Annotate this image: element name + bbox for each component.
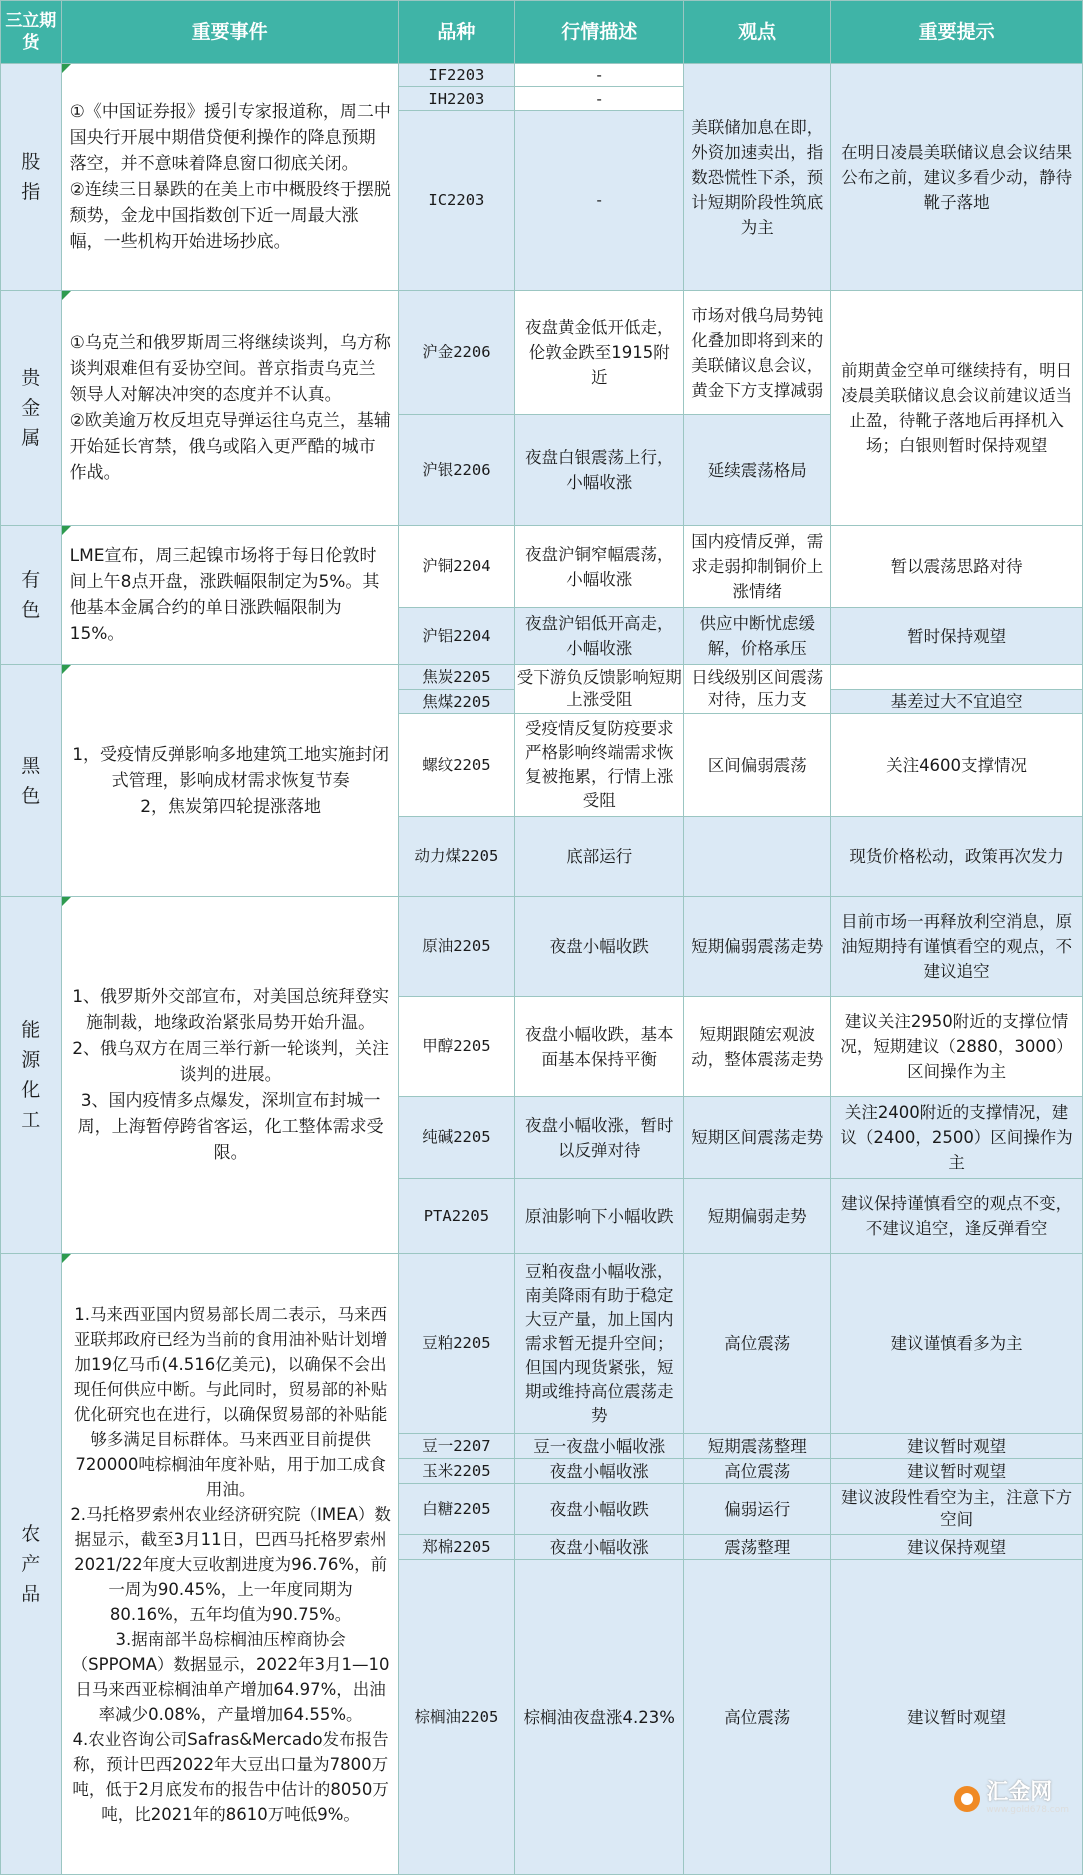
events-agri: 1.马来西亚国内贸易部长周二表示，马来西亚联邦政府已经为当前的食用油补贴计划增加19亿马币(4.516亿美元)，以确保不会出现任何供应中断。与此同时，贸易部的补贴优化研究也在进行，以确保贸易部的补贴能够多满足目标群体。马来西亚目前提供720000吨棕榈油年度补贴，用于加工成食用油。 2.马托格罗索州农业经济研究院（IMEA）数据显示，截至3月11日，巴西马托格罗索州2021/22年度大豆收割进度为96.76%，前一周为90.45%，上一年度同期为80.16%，五年均值为90.75%。 3.据南部半岛棕榈油压榨商协会（SPPOMA）数据显示，2022年3月1—10日马来西亚棕榈油单产增加64.97%，出油率减少0.08%，产量增加64.55%。 4.农业咨询公司Safras&Mercado发布报告称，预计巴西2022年大豆出口量为7800万吨，低于2月底发布的报告中估计的8050万吨，比2021年的8610万吨低9%。 [61, 1254, 398, 1875]
category-agri: 农产品 [1, 1254, 62, 1875]
table-row [1, 291, 1083, 415]
product-cell: 玉米2205 [398, 1459, 515, 1484]
header-row [1, 1, 1083, 64]
product-cell: 白糖2205 [398, 1484, 515, 1535]
category-precious: 贵金属 [1, 291, 62, 526]
desc-cell: 夜盘小幅收跌 [515, 897, 684, 997]
desc-cell: 底部运行 [515, 817, 684, 897]
events-black: 1，受疫情反弹影响多地建筑工地实施封闭式管理，影响成材需求恢复节奏 2，焦炭第四轮提涨落地 [61, 665, 398, 897]
tip-cell: 基差过大不宜追空 [831, 690, 1083, 714]
view-cell: 高位震荡 [684, 1459, 831, 1484]
view-cell: 高位震荡 [684, 1254, 831, 1434]
product-cell: 螺纹2205 [398, 714, 515, 817]
table-row [1, 1254, 1083, 1434]
view-cell: 短期震荡整理 [684, 1434, 831, 1459]
view-cell: 国内疫情反弹，需求走弱抑制铜价上涨情绪 [684, 526, 831, 608]
tip-cell: 建议关注2950附近的支撑位情况，短期建议（2880，3000）区间操作为主 [831, 997, 1083, 1097]
product-cell: 焦煤2205 [398, 690, 515, 714]
product-cell: IH2203 [398, 87, 515, 111]
events-stock: ①《中国证券报》援引专家报道称，周二中国央行开展中期借贷便利操作的降息预期落空，并不意味着降息窗口彻底关闭。 ②连续三日暴跌的在美上市中概股终于摆脱颓势，金龙中国指数创下近一周最大涨幅，一些机构开始进场抄底。 [61, 64, 398, 291]
desc-cell: 夜盘沪铜窄幅震荡，小幅收涨 [515, 526, 684, 608]
view-cell: 短期区间震荡走势 [684, 1097, 831, 1179]
tip-cell: 建议保持谨慎看空的观点不变，不建议追空，逢反弹看空 [831, 1179, 1083, 1254]
header-view: 观点 [684, 1, 831, 64]
tip-cell: 建议波段性看空为主，注意下方空间 [831, 1484, 1083, 1535]
header-brand: 三立期货 [1, 1, 62, 64]
watermark-url: www.gold678.com [986, 1805, 1069, 1815]
tip-cell: 关注4600支撑情况 [831, 714, 1083, 817]
desc-cell: 夜盘沪铝低开高走，小幅收涨 [515, 608, 684, 665]
view-stock: 美联储加息在即，外资加速卖出，指数恐慌性下杀，预计短期阶段性筑底为主 [684, 64, 831, 291]
view-cell: 高位震荡 [684, 1560, 831, 1875]
tip-cell: 建议保持观望 [831, 1535, 1083, 1560]
desc-cell: 夜盘小幅收涨 [515, 1535, 684, 1560]
desc-cell: 夜盘小幅收涨 [515, 1459, 684, 1484]
desc-cell: 原油影响下小幅收跌 [515, 1179, 684, 1254]
tip-cell: 建议暂时观望 [831, 1459, 1083, 1484]
tip-cell: 暂时保持观望 [831, 608, 1083, 665]
view-cell: 区间偏弱震荡 [684, 714, 831, 817]
category-stock: 股指 [1, 64, 62, 291]
view-cell: 延续震荡格局 [684, 415, 831, 526]
product-cell: 豆粕2205 [398, 1254, 515, 1434]
view-cell: 供应中断忧虑缓解，价格承压 [684, 608, 831, 665]
watermark-name: 汇金网 [986, 1780, 1053, 1805]
view-cell: 日线级别区间震荡对待，压力支 [684, 665, 831, 714]
tip-cell: 建议暂时观望 [831, 1434, 1083, 1459]
table-row [1, 665, 1083, 690]
tip-cell: 暂以震荡思路对待 [831, 526, 1083, 608]
table-row [1, 64, 1083, 87]
product-cell: 甲醇2205 [398, 997, 515, 1097]
tip-cell: 目前市场一再释放利空消息，原油短期持有谨慎看空的观点，不建议追空 [831, 897, 1083, 997]
tip-cell: 建议谨慎看多为主 [831, 1254, 1083, 1434]
tip-stock: 在明日凌晨美联储议息会议结果公布之前，建议多看少动，静待靴子落地 [831, 64, 1083, 291]
header-events: 重要事件 [61, 1, 398, 64]
desc-cell: - [515, 87, 684, 111]
view-cell: 短期跟随宏观波动，整体震荡走势 [684, 997, 831, 1097]
desc-cell: 夜盘小幅收跌 [515, 1484, 684, 1535]
tip-precious: 前期黄金空单可继续持有，明日凌晨美联储议息会议前建议适当止盈，待靴子落地后再择机入场；白银则暂时保持观望 [831, 291, 1083, 526]
view-cell: 市场对俄乌局势钝化叠加即将到来的美联储议息会议，黄金下方支撑减弱 [684, 291, 831, 415]
product-cell: 焦炭2205 [398, 665, 515, 690]
view-cell: 短期偏弱走势 [684, 1179, 831, 1254]
view-cell: 震荡整理 [684, 1535, 831, 1560]
table-row [1, 526, 1083, 608]
product-cell: 棕榈油2205 [398, 1560, 515, 1875]
desc-cell: - [515, 111, 684, 291]
view-cell: 偏弱运行 [684, 1484, 831, 1535]
category-nonferrous: 有色 [1, 526, 62, 665]
product-cell: 沪银2206 [398, 415, 515, 526]
tip-cell [831, 665, 1083, 690]
tip-cell: 关注2400附近的支撑情况，建议（2400，2500）区间操作为主 [831, 1097, 1083, 1179]
product-cell: 沪铝2204 [398, 608, 515, 665]
events-nonferrous: LME宣布，周三起镍市场将于每日伦敦时间上午8点开盘，涨跌幅限制定为5%。其他基本金属合约的单日涨跌幅限制为15%。 [61, 526, 398, 665]
desc-cell: 夜盘黄金低开低走，伦敦金跌至1915附近 [515, 291, 684, 415]
product-cell: IC2203 [398, 111, 515, 291]
desc-cell: 夜盘白银震荡上行，小幅收涨 [515, 415, 684, 526]
product-cell: 豆一2207 [398, 1434, 515, 1459]
product-cell: 原油2205 [398, 897, 515, 997]
product-cell: 纯碱2205 [398, 1097, 515, 1179]
view-cell: 短期偏弱震荡走势 [684, 897, 831, 997]
header-tips: 重要提示 [831, 1, 1083, 64]
product-cell: IF2203 [398, 64, 515, 87]
events-energy: 1、俄罗斯外交部宣布，对美国总统拜登实施制裁，地缘政治紧张局势开始升温。 2、俄乌双方在周三举行新一轮谈判，关注谈判的进展。 3、国内疫情多点爆发，深圳宣布封城一周，上海暂停跨省客运，化工整体需求受限。 [61, 897, 398, 1254]
tip-cell: 建议暂时观望 [831, 1560, 1083, 1875]
desc-cell: 夜盘小幅收涨，暂时以反弹对待 [515, 1097, 684, 1179]
watermark [954, 1782, 1069, 1815]
events-precious: ①乌克兰和俄罗斯周三将继续谈判，乌方称谈判艰难但有妥协空间。普京指责乌克兰领导人对解决冲突的态度并不认真。 ②欧美逾万枚反坦克导弹运往乌克兰，基辅开始延长宵禁，俄乌或陷入更严酷的城市作战。 [61, 291, 398, 526]
header-description: 行情描述 [515, 1, 684, 64]
table-row [1, 897, 1083, 997]
view-cell [684, 817, 831, 897]
product-cell: 沪铜2204 [398, 526, 515, 608]
desc-cell: 受下游负反馈影响短期上涨受阻 [515, 665, 684, 714]
desc-cell: 夜盘小幅收跌，基本面基本保持平衡 [515, 997, 684, 1097]
category-energy: 能源化工 [1, 897, 62, 1254]
product-cell: PTA2205 [398, 1179, 515, 1254]
header-product: 品种 [398, 1, 515, 64]
category-black: 黑色 [1, 665, 62, 897]
product-cell: 动力煤2205 [398, 817, 515, 897]
product-cell: 郑棉2205 [398, 1535, 515, 1560]
desc-cell: 豆粕夜盘小幅收涨，南美降雨有助于稳定大豆产量，加上国内需求暂无提升空间；但国内现货紧张，短期或维持高位震荡走势 [515, 1254, 684, 1434]
tip-cell: 现货价格松动，政策再次发力 [831, 817, 1083, 897]
desc-cell: 豆一夜盘小幅收涨 [515, 1434, 684, 1459]
desc-cell: - [515, 64, 684, 87]
product-cell: 沪金2206 [398, 291, 515, 415]
desc-cell: 受疫情反复防疫要求严格影响终端需求恢复被拖累，行情上涨受阻 [515, 714, 684, 817]
huijin-logo-icon [954, 1786, 980, 1812]
desc-cell: 棕榈油夜盘涨4.23% [515, 1560, 684, 1875]
